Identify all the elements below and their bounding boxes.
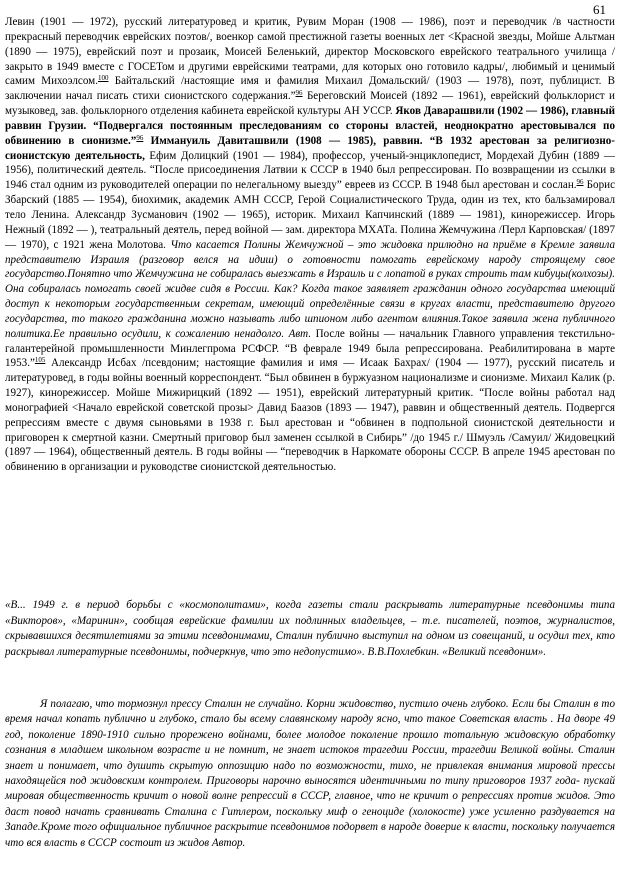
page-number: 61 (593, 2, 606, 17)
text-run: Левин (1901 — 1972), русский литературовед и критик, Рувим Моран (1908 — 1986), поэт и переводчик /в частности прекрасный переводчик еврейских поэтов/, военкор самой престижной газеты военных лет <Красной звезды, Мойше Альтман (1890 — 1975), еврейский поэт и прозаик, Моисей Беленький, директор Московского еврейского театрального училища /закрыто в 1949 вместе с ГОСЕТом и другими еврейскими театрами, для которых оно готовило кадры/, любимый и ценимый самим Михоэлсом. (5, 16, 615, 88)
bold-text-run: Яков Даварашвили (1902 — 1986), главный раввин Грузии. “Подвергался постоянным преследованиям со стороны властей, неоднократно арестовывался по обвинению в сионизме.” (5, 105, 615, 147)
italic-commentary: Что касается Полины Жемчужной – это жидовка прилюдно на приёме в Кремле заявила представителю Израиля (разговор велся на идиш) о готовности помогать еврейскому народу строящему свое государство.Понятно что Жемчужина не собиралась выезжать в Израиль и с лопатой в руках строить там кибуцы(колхозы). Она собиралась помогать своей жидве сидя в России. Как? Когда такое заявляет гражданин одного государства имеющий доступ к некоторым государственным секретам, имеющий определённые связи в кругах власти, представителю другого государства, то такого гражданина можно называть либо шпионом либо агентом влияния.Такое заявила жена публичного политика.Ее правильно осудили, к сожалению ненадолго. Авт. (5, 238, 615, 340)
quote-pokhlebkin (5, 598, 615, 660)
text-run: Александр Исбах /псевдоним; настоящие фамилия и имя — Исаак Бахрах/ (1904 — 1977), русский писатель и литературовед, в годы войны военный корреспондент. “Был обвинен в буржуазном национализме и сионизме. Михаил Калик (р. 1927), кинорежиссер. Мойше Мижирицкий (1892 — 1951), еврейский литературный критик. “После войны работал над монографией <Начало еврейской советской прозы> Давид Баазов (1893 — 1947), раввин и общественный деятель. Подвергся репрессиям вместе с двумя сыновьями в 1938 г. Был арестован и “обвинен в подпольной сионистской деятельности и приговорен к смертной казни. Смертный приговор был заменен ссылкой в Сибирь” /до 1945 г./ Шмуэль /Самуил/ Жидовецкий (1897 — 1964), общественный деятель. В годы войны — “переводчик в Наркомате обороны СССР. В апреле 1945 арестован по обвинению в организации и руководстве сионистской деятельностью. (5, 357, 615, 474)
quote-paragraph: «В... 1949 г. в период борьбы с «космополитами», когда газеты стали раскрывать литературные псевдонимы типа «Викторов», «Маринин», сообщая еврейские фамилии их подлинных владельцев, – т.е. писателей, поэтов, журналистов, скрывавшихся десятилетиями за этими псевдонимами, Сталин публично выступил на одном из совещаний, и осудил тех, кто раскрывал литературные псевдонимы, подчеркнув, что это недопустимо». В.В.Похлебкин. «Великий псевдоним». (5, 599, 615, 658)
commentary-paragraph: Я полагаю, что тормознул прессу Сталин не случайно. Корни жидовство, пустило очень глубоко. Если бы Сталин в то время начал копать публично и глубоко, стало бы всему славянскому народу ясно, что такое Советская власть . На дворе 49 год, поколение 1890-1910 сильно прорежено войнами, более молодое поколение прошло тотальную жидовскую обработку сознания в младшем школьном возрасте и не помнит, не знает истоков трагедии России, трагедии Великой войны. Сталин знает и понимает, что душить скрытую оппозицию надо по возможности, тихо, не привлекая внимания мировой прессы находящейся под жидовским контролем. Приговоры нарочно выносятся идентичными по типу приговоров 1937 года- пускай мировая общественность кричит о новой волне репрессий в СССР, главное, что не кричит о репрессиях против жидов. Это даст повод начать сравнивать Сталина с Гитлером, поскольку миф о геноциде (холокосте) уже усиленно раздувается на Западе.Кроме того официальное публичное раскрытие псевдонимов подорвет в народе доверие к власти, поскольку получается что вся власть в СССР состоит из жидов Автор. (5, 698, 615, 849)
main-paragraph (5, 15, 615, 475)
main-text-block (5, 15, 615, 475)
footnote-ref: 96 (576, 178, 584, 187)
text-run: Борис Збарский (1885 — 1954), биохимик, академик АМН СССР, Герой Социалистического Труда, один из тех, кто бальзамировал тело Ленина. Александр Зусманович (1902 — 1965), историк. Михаил Капчинский (1889 — 1981), кинорежиссер. Игорь Нежный (1892 — ), театральный деятель, перед войной — зам. директора МХАТа. Полина Жемчужина /Перл Карповская/ (1897 — 1970), с 1921 жена Молотова. (5, 179, 615, 251)
footnote-ref: 96 (136, 133, 144, 142)
text-run: Береговский Моисей (1892 — 1961), еврейский фольклорист и музыковед, зав. фольклорного отделения кабинета еврейской культуры АН УССР. (5, 90, 615, 118)
author-commentary (5, 697, 615, 851)
footnote-ref: 96 (295, 89, 303, 98)
footnote-ref: 100 (97, 74, 109, 83)
text-run: Байтальский /настоящие имя и фамилия Михаил Домальский/ (1903 — 1978), поэт, публицист. В заключении начал писать стихи сионистского содержания.” (5, 75, 615, 103)
text-run: Ефим Долицкий (1901 — 1984), профессор, ученый-энциклопедист, Мордехай Дубин (1889 — 1956), политический деятель. “После присоединения Латвии к СССР в 1940 был репрессирован. По возвращении из ссылки в 1946 стал одним из руководителей операции по нелегальному выезду” евреев из СССР. В 1948 был арестован и сослан. (5, 149, 615, 192)
text-run: После войны — начальник Главного управления текстильно-галантерейной промышленности Минлегпрома РСФСР. “В феврале 1949 была репрессирована. Реабилитирована в марте 1953.” (5, 327, 615, 370)
footnote-ref: 105 (34, 356, 46, 365)
bold-text-run: Иммануиль Давиташвили (1908 — 1985), раввин. “В 1932 арестован за религиозно-сионистскую деятельность, (5, 134, 615, 162)
